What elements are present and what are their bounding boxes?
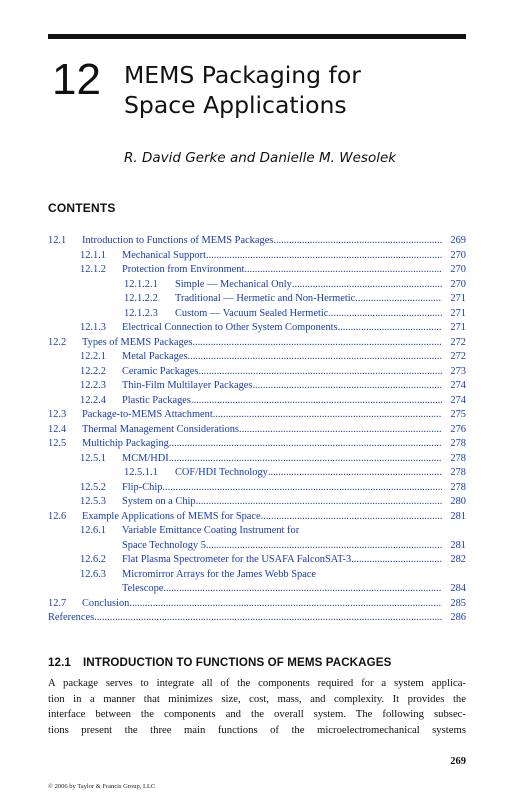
toc-dot-leader (261, 510, 442, 525)
toc-entry[interactable] (48, 379, 466, 394)
chapter-title (124, 60, 464, 120)
toc-dot-leader (338, 321, 442, 336)
toc-entry-number: 12.5.2 (80, 481, 106, 493)
toc-entry-number: 12.2.4 (80, 394, 106, 406)
toc-entry[interactable] (48, 365, 466, 380)
toc-entry-title: Plastic Packages (122, 394, 191, 406)
toc-entry[interactable] (48, 539, 466, 554)
toc-entry-page: 272 (450, 336, 466, 348)
toc-entry-title: Metal Packages (122, 351, 188, 362)
toc-entry-page: 281 (450, 539, 466, 551)
body-paragraph (48, 676, 466, 738)
toc-entry[interactable] (48, 278, 466, 293)
toc-entry[interactable] (48, 452, 466, 467)
paragraph-line: tions present the three main functions of the microelectromechanical systems (48, 723, 466, 736)
chapter-number: 12 (52, 55, 101, 104)
chapter-title-line-1: MEMS Packaging for (124, 61, 361, 89)
toc-entry[interactable] (48, 582, 466, 597)
toc-entry-page: 271 (450, 307, 466, 319)
toc-entry-page: 285 (450, 597, 466, 609)
toc-entry-title: Thin-Film Multilayer Packages (122, 380, 253, 391)
toc-dot-leader (169, 437, 442, 452)
toc-entry-number: 12.1.2.1 (124, 278, 158, 290)
toc-entry-title: Space Technology 5 (122, 539, 206, 551)
paragraph-line: tion in a manner that minimizes size, cost, mass, and complexity. It provides the (48, 692, 466, 705)
toc-dot-leader (192, 336, 442, 351)
chapter-title-line-2: Space Applications (124, 91, 347, 119)
paragraph-line: interface between the components and the overall system. The following subsec- (48, 708, 466, 720)
toc-dot-leader (351, 553, 442, 568)
toc-entry[interactable] (48, 263, 466, 278)
toc-entry-number: 12.2.2 (80, 365, 106, 377)
toc-entry-title: MCM/HDI (122, 452, 169, 464)
toc-entry-title: Variable Emittance Coating Instrument for (122, 525, 300, 536)
toc-dot-leader (316, 568, 442, 583)
toc-entry-title: System on a Chip (122, 496, 196, 507)
toc-dot-leader (268, 466, 442, 481)
toc-dot-leader (94, 611, 442, 626)
toc-dot-leader (355, 292, 442, 307)
toc-entry-page: 282 (450, 554, 466, 565)
toc-entry-number: 12.1.2.2 (124, 293, 158, 304)
toc-entry-page: 270 (450, 264, 466, 275)
toc-entry[interactable] (48, 234, 466, 249)
toc-entry[interactable] (48, 292, 466, 307)
toc-entry[interactable] (48, 553, 466, 568)
toc-entry-page: 273 (450, 365, 466, 377)
toc-entry-number: 12.1.2.3 (124, 307, 158, 319)
toc-entry-title: COF/HDI Technology (175, 467, 268, 478)
toc-entry-number: 12.1 (48, 235, 67, 246)
toc-entry[interactable] (48, 423, 466, 438)
toc-entry[interactable] (48, 336, 466, 351)
toc-entry[interactable] (48, 394, 466, 409)
toc-entry-title: Types of MEMS Packages (82, 336, 193, 348)
toc-entry-page: 274 (450, 380, 466, 391)
toc-dot-leader (252, 379, 442, 394)
section-number: 12.1 (48, 656, 71, 669)
toc-dot-leader (129, 597, 442, 612)
toc-dot-leader (244, 263, 442, 278)
toc-entry-page: 278 (450, 438, 466, 449)
toc-entry-title: Multichip Packaging (82, 438, 169, 449)
toc-dot-leader (162, 481, 442, 496)
toc-entry-page: 286 (450, 612, 466, 623)
toc-entry-number: 12.2.3 (80, 380, 106, 391)
toc-entry[interactable] (48, 568, 466, 583)
toc-entry-title: Introduction to Functions of MEMS Packages (82, 235, 274, 246)
toc-entry-page: 276 (450, 423, 466, 435)
toc-entry-title: Example Applications of MEMS for Space (82, 510, 261, 522)
paragraph-line: A package serves to integrate all of the components required for a system applica- (48, 677, 466, 689)
toc-dot-leader (273, 234, 442, 249)
toc-entry-number: 12.2 (48, 336, 67, 348)
toc-dot-leader (299, 524, 442, 539)
toc-entry[interactable] (48, 524, 466, 539)
toc-entry-page: 270 (450, 249, 466, 261)
toc-entry-number: 12.6.3 (80, 568, 106, 580)
toc-entry-number: 12.5.1.1 (124, 467, 158, 478)
page-number: 269 (450, 756, 466, 767)
toc-entry-page: 280 (450, 496, 466, 507)
toc-entry[interactable] (48, 510, 466, 525)
toc-entry-page: 270 (450, 278, 466, 290)
toc-dot-leader (163, 582, 442, 597)
toc-entry-page: 278 (450, 452, 466, 464)
toc-entry[interactable] (48, 350, 466, 365)
contents-heading: CONTENTS (48, 201, 116, 215)
toc-entry-title: Simple — Mechanical Only (175, 278, 292, 290)
toc-entry[interactable] (48, 437, 466, 452)
toc-entry[interactable] (48, 611, 466, 626)
toc-entry-number: 12.5.3 (80, 496, 106, 507)
toc-entry-page: 272 (450, 351, 466, 362)
toc-entry-title: Ceramic Packages (122, 365, 199, 377)
toc-entry-number: 12.7 (48, 597, 67, 609)
toc-entry-page: 271 (450, 293, 466, 304)
chapter-top-rule (48, 34, 466, 39)
toc-entry-title: Mechanical Support (122, 249, 206, 261)
toc-entry[interactable] (48, 408, 466, 423)
toc-entry-page: 274 (450, 394, 466, 406)
toc-dot-leader (206, 539, 442, 554)
toc-dot-leader (196, 495, 442, 510)
toc-entry-number: 12.1.2 (80, 264, 106, 275)
toc-entry-page: 275 (450, 409, 466, 420)
toc-entry-title: Flip-Chip (122, 481, 163, 493)
toc-dot-leader (328, 307, 442, 322)
toc-entry[interactable] (48, 466, 466, 481)
toc-dot-leader (191, 394, 442, 409)
toc-entry[interactable] (48, 321, 466, 336)
toc-entry-title: Conclusion (82, 597, 130, 609)
toc-entry-page: 278 (450, 481, 466, 493)
toc-entry-title: Package-to-MEMS Attachment (82, 409, 213, 420)
toc-dot-leader (188, 350, 443, 365)
section-heading (48, 656, 391, 669)
toc-entry-title: Telescope (122, 583, 164, 594)
toc-entry[interactable] (48, 481, 466, 496)
toc-entry-page: 271 (450, 322, 466, 333)
toc-dot-leader (206, 249, 442, 264)
toc-entry[interactable] (48, 249, 466, 264)
toc-entry-page: 284 (450, 583, 466, 594)
toc-entry-number: 12.2.1 (80, 351, 106, 362)
toc-entry-number: 12.4 (48, 423, 67, 435)
toc-entry-title: Protection from Environment (122, 264, 245, 275)
chapter-authors: R. David Gerke and Danielle M. Wesolek (124, 150, 397, 166)
toc-entry[interactable] (48, 307, 466, 322)
toc-entry-number: 12.6.2 (80, 554, 106, 565)
toc-entry-page: 281 (450, 510, 466, 522)
toc-entry-title: Micromirror Arrays for the James Webb Space (122, 568, 317, 580)
toc-entry-title: Flat Plasma Spectrometer for the USAFA FalconSAT-3 (122, 554, 352, 565)
toc-entry-number: 12.5 (48, 438, 67, 449)
toc-dot-leader (292, 278, 442, 293)
toc-entry-number: 12.1.1 (80, 249, 106, 261)
toc-entry-number: 12.6.1 (80, 525, 106, 536)
toc-dot-leader (169, 452, 442, 467)
toc-entry-page: 269 (450, 235, 466, 246)
toc-entry[interactable] (48, 495, 466, 510)
toc-dot-leader (239, 423, 442, 438)
toc-entry-number: 12.1.3 (80, 322, 106, 333)
section-title: INTRODUCTION TO FUNCTIONS OF MEMS PACKAGES (82, 656, 392, 669)
copyright-notice: © 2006 by Taylor & Francis Group, LLC (48, 783, 156, 790)
toc-entry[interactable] (48, 597, 466, 612)
toc-entry-title: Electrical Connection to Other System Components (122, 322, 338, 333)
toc-dot-leader (213, 408, 442, 423)
toc-entry-number: 12.5.1 (80, 452, 106, 464)
toc-entry-title: References (48, 612, 95, 623)
toc-entry-title: Custom — Vacuum Sealed Hermetic (175, 307, 329, 319)
toc-entry-page: 278 (450, 467, 466, 478)
toc-entry-title: Traditional — Hermetic and Non-Hermetic (175, 293, 356, 304)
toc-entry-number: 12.6 (48, 510, 67, 522)
table-of-contents (48, 234, 466, 626)
toc-dot-leader (198, 365, 442, 380)
toc-entry-number: 12.3 (48, 409, 67, 420)
toc-entry-title: Thermal Management Considerations (82, 423, 239, 435)
